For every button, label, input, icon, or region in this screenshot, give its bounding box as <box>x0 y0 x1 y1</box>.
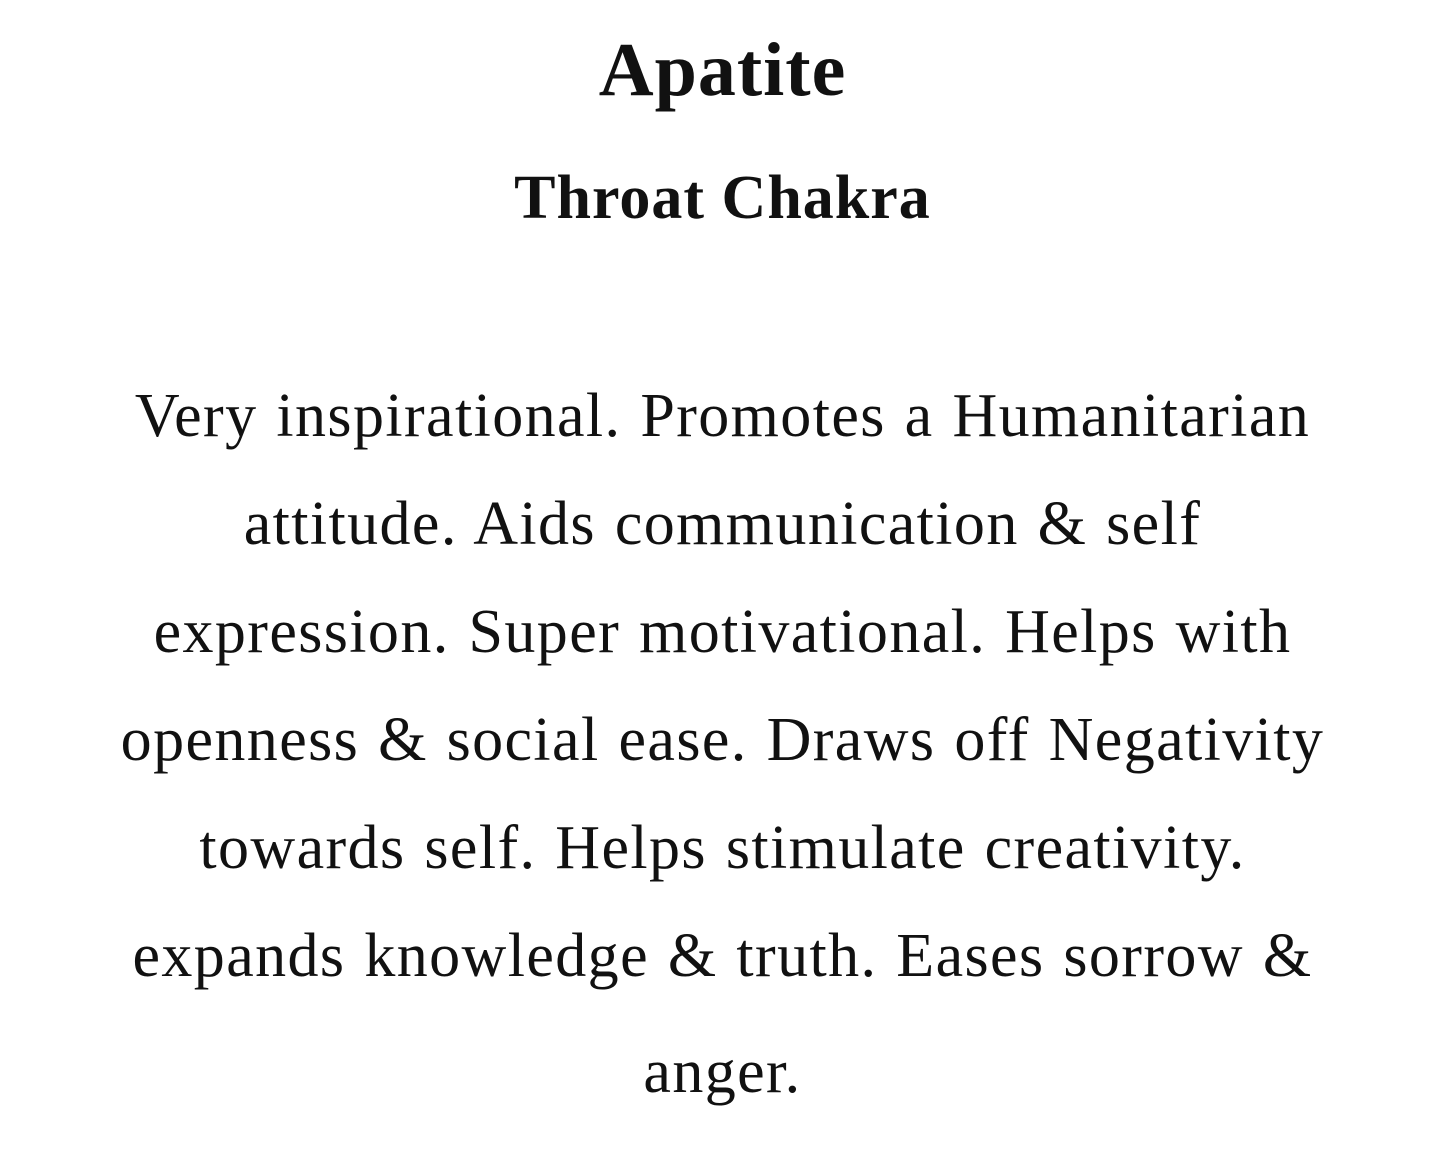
description-line: attitude. Aids communication & self <box>243 490 1202 558</box>
description-line: Very inspirational. Promotes a Humanitarian <box>134 382 1311 450</box>
description-line: expands knowledge & truth. Eases sorrow & <box>132 922 1313 990</box>
description-line: expression. Super motivational. Helps with <box>153 598 1292 666</box>
crystal-name-title: Apatite <box>598 28 847 112</box>
crystal-description <box>60 362 1385 1126</box>
description-line: towards self. Helps stimulate creativity. <box>199 814 1246 882</box>
description-line: anger. <box>643 1038 802 1106</box>
chakra-subtitle: Throat Chakra <box>514 164 931 232</box>
description-line: openness & social ease. Draws off Negativity <box>120 706 1325 774</box>
